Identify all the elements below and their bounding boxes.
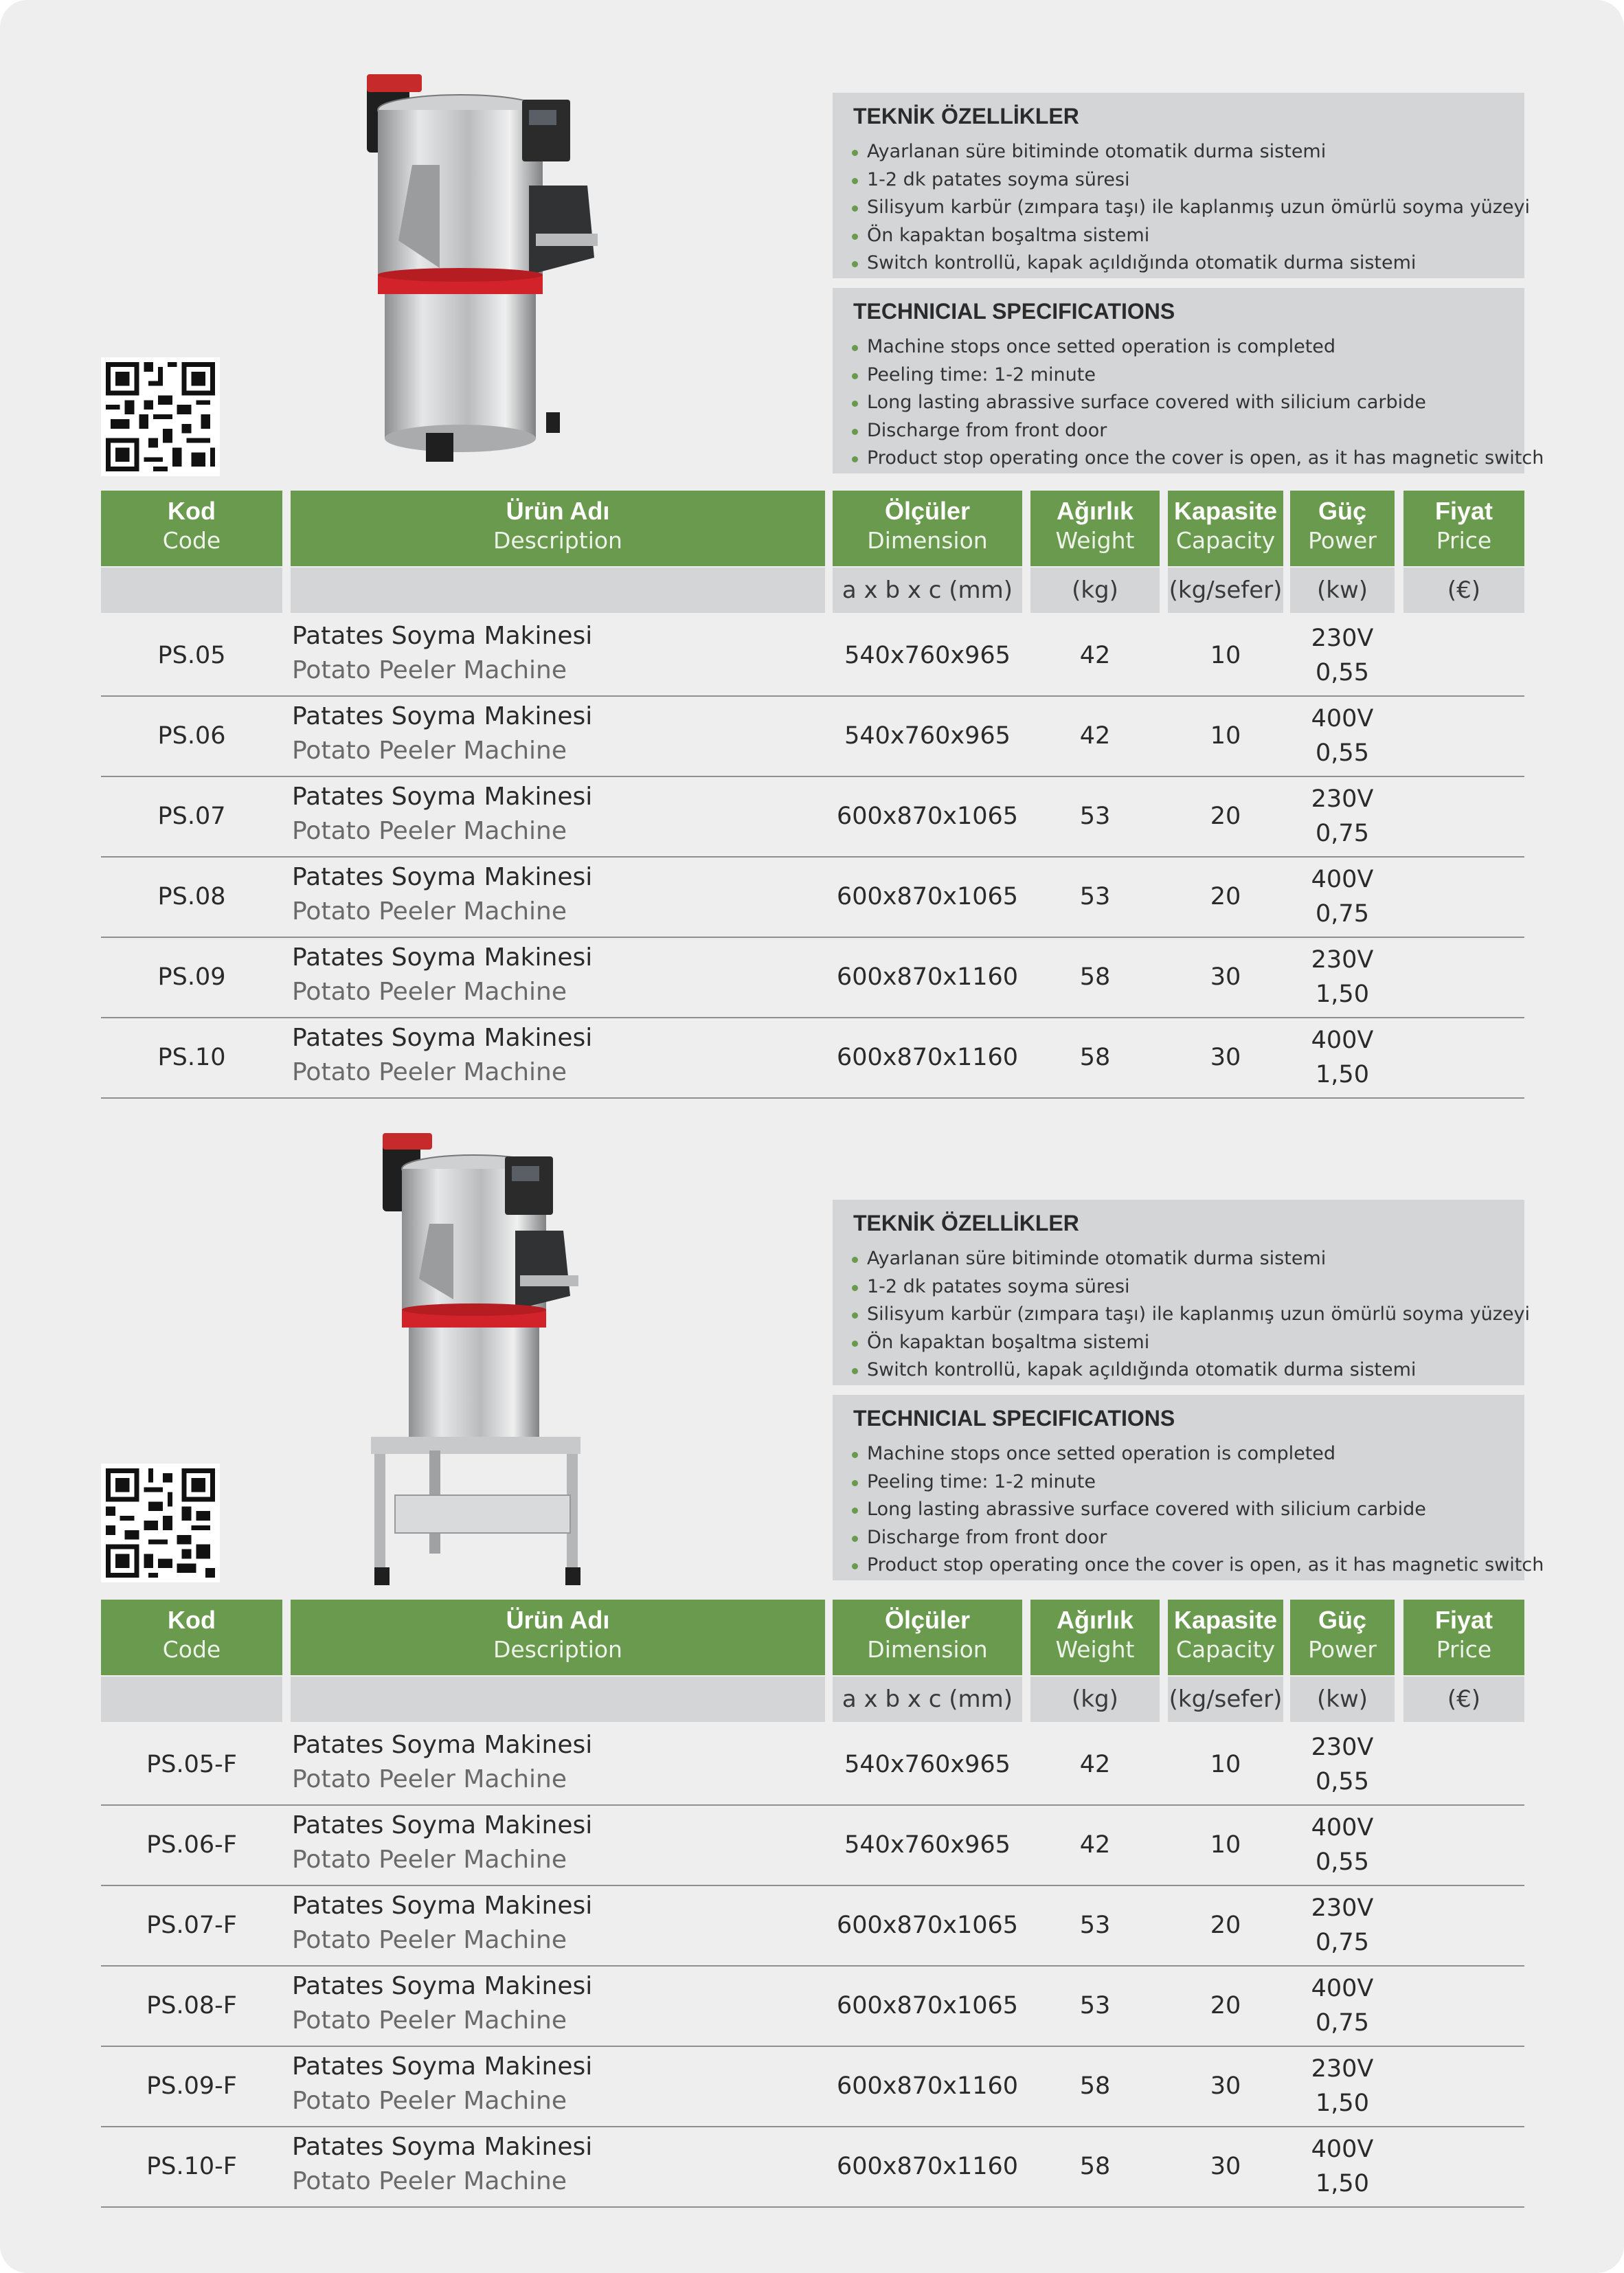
spec-item: Ayarlanan süre bitiminde otomatik durma sistemi: [852, 138, 1530, 166]
unit-cell-price: (€): [1403, 568, 1524, 613]
table-row: [101, 2127, 1524, 2208]
voltage-value: 230V: [1311, 785, 1374, 813]
power-value: 1,50: [1316, 981, 1369, 1008]
cell-code: PS.05-F: [146, 1751, 237, 1778]
description-en: Potato Peeler Machine: [292, 1846, 567, 1874]
col-header-price: Fiyat Price: [1403, 1600, 1524, 1675]
cell-code: PS.09-F: [146, 2072, 237, 2100]
description-en: Potato Peeler Machine: [292, 1926, 567, 1954]
cell-dimension: 600x870x1160: [836, 2153, 1019, 2180]
description-en: Potato Peeler Machine: [292, 1765, 567, 1793]
cell-description: [292, 776, 826, 856]
spec-item: 1-2 dk patates soyma süresi: [852, 166, 1530, 194]
cell-description: [292, 857, 826, 937]
description-tr: Patates Soyma Makinesi: [292, 1024, 593, 1052]
cell-description: [292, 2046, 826, 2126]
cell-weight: 42: [1079, 1831, 1111, 1859]
voltage-value: 400V: [1311, 866, 1374, 893]
voltage-value: 400V: [1311, 705, 1374, 732]
unit-cell-capacity: (kg/sefer): [1168, 1677, 1283, 1722]
cell-dimension: 600x870x1160: [836, 2072, 1019, 2100]
col-header-weight: Ağırlık Weight: [1030, 491, 1160, 566]
cell-dimension: 600x870x1160: [836, 1044, 1019, 1071]
spec-item: Product stop operating once the cover is open, as it has magnetic switch: [852, 445, 1544, 473]
cell-power: [1290, 1018, 1395, 1097]
cell-price: [1403, 696, 1524, 776]
cell-code: PS.06: [157, 722, 226, 750]
cell-price: [1403, 776, 1524, 856]
qr-code[interactable]: [101, 1464, 220, 1582]
table-row: [101, 1885, 1524, 1967]
cell-capacity: 30: [1210, 963, 1241, 991]
description-en: Potato Peeler Machine: [292, 1058, 567, 1086]
spec-title: TECHNICIAL SPECIFICATIONS: [853, 299, 1175, 324]
col-header-description: Ürün Adı Description: [291, 1600, 825, 1675]
cell-power: [1290, 937, 1395, 1017]
power-value: 0,75: [1316, 2009, 1369, 2037]
cell-power: [1290, 776, 1395, 856]
unit-cell-dimension: a x b x c (mm): [833, 1677, 1022, 1722]
cell-power: [1290, 2046, 1395, 2126]
spec-item: 1-2 dk patates soyma süresi: [852, 1273, 1530, 1301]
cell-weight: 58: [1079, 963, 1111, 991]
voltage-value: 400V: [1311, 1975, 1374, 2002]
cell-capacity: 30: [1210, 1044, 1241, 1071]
spec-list: [852, 138, 1530, 278]
power-value: 0,75: [1316, 900, 1369, 928]
cell-dimension: 540x760x965: [844, 1831, 1011, 1859]
spec-box-tr: [833, 93, 1530, 278]
table-row: [101, 616, 1524, 697]
cell-price: [1403, 2127, 1524, 2206]
description-tr: Patates Soyma Makinesi: [292, 863, 593, 891]
spec-title: TECHNICIAL SPECIFICATIONS: [853, 1406, 1175, 1431]
description-en: Potato Peeler Machine: [292, 978, 567, 1006]
table-row: [101, 937, 1524, 1018]
table-row: [101, 2046, 1524, 2127]
cell-capacity: 20: [1210, 883, 1241, 910]
cell-capacity: 20: [1210, 1992, 1241, 2019]
cell-weight: 42: [1079, 642, 1111, 669]
cell-dimension: 540x760x965: [844, 642, 1011, 669]
cell-price: [1403, 616, 1524, 695]
cell-price: [1403, 1018, 1524, 1097]
cell-weight: 42: [1079, 1751, 1111, 1778]
cell-description: [292, 1725, 826, 1804]
cell-capacity: 10: [1210, 722, 1241, 750]
unit-cell-weight: (kg): [1030, 1677, 1160, 1722]
spec-item: Product stop operating once the cover is open, as it has magnetic switch: [852, 1552, 1544, 1580]
description-en: Potato Peeler Machine: [292, 2006, 567, 2035]
description-en: Potato Peeler Machine: [292, 2087, 567, 2115]
cell-code: PS.10: [157, 1044, 226, 1071]
spec-item: Switch kontrollü, kapak açıldığında otomatik durma sistemi: [852, 249, 1530, 278]
power-value: 1,50: [1316, 2090, 1369, 2117]
voltage-value: 230V: [1311, 625, 1374, 652]
power-value: 0,55: [1316, 739, 1369, 767]
cell-power: [1290, 2127, 1395, 2206]
unit-cell-capacity: (kg/sefer): [1168, 568, 1283, 613]
cell-weight: 53: [1079, 883, 1111, 910]
voltage-value: 230V: [1311, 1734, 1374, 1761]
spec-item: Machine stops once setted operation is completed: [852, 1440, 1544, 1468]
voltage-value: 230V: [1311, 2055, 1374, 2083]
unit-cell-code: [101, 1677, 282, 1722]
cell-code: PS.07: [157, 803, 226, 830]
cell-dimension: 540x760x965: [844, 722, 1011, 750]
cell-code: PS.09: [157, 963, 226, 991]
cell-description: [292, 616, 826, 695]
power-value: 0,75: [1316, 820, 1369, 847]
table-row: [101, 1966, 1524, 2047]
cell-dimension: 600x870x1065: [836, 883, 1019, 910]
table-row: [101, 776, 1524, 858]
spec-item: Machine stops once setted operation is completed: [852, 333, 1544, 361]
cell-power: [1290, 1805, 1395, 1885]
description-en: Potato Peeler Machine: [292, 817, 567, 845]
potato-peeler-stand-image: [368, 1128, 594, 1591]
cell-power: [1290, 1885, 1395, 1965]
description-tr: Patates Soyma Makinesi: [292, 622, 593, 650]
col-header-code: Kod Code: [101, 1600, 282, 1675]
spec-box-en: [833, 288, 1544, 473]
spec-list: [852, 333, 1544, 473]
voltage-value: 230V: [1311, 1894, 1374, 1922]
spec-item: Silisyum karbür (zımpara taşı) ile kaplanmış uzun ömürlü soyma yüzeyi: [852, 194, 1530, 222]
col-header-capacity: Kapasite Capacity: [1168, 1600, 1283, 1675]
description-tr: Patates Soyma Makinesi: [292, 1892, 593, 1920]
col-header-weight: Ağırlık Weight: [1030, 1600, 1160, 1675]
cell-weight: 58: [1079, 1044, 1111, 1071]
col-header-price: Fiyat Price: [1403, 491, 1524, 566]
spec-item: Discharge from front door: [852, 417, 1544, 445]
cell-description: [292, 1805, 826, 1885]
description-tr: Patates Soyma Makinesi: [292, 1731, 593, 1759]
spec-box-tr: [833, 1200, 1530, 1385]
cell-code: PS.06-F: [146, 1831, 237, 1859]
cell-code: PS.08: [157, 883, 226, 910]
table-row: [101, 1725, 1524, 1806]
description-en: Potato Peeler Machine: [292, 897, 567, 926]
cell-code: PS.07-F: [146, 1912, 237, 1939]
cell-code: PS.08-F: [146, 1992, 237, 2019]
spec-item: Silisyum karbür (zımpara taşı) ile kaplanmış uzun ömürlü soyma yüzeyi: [852, 1301, 1530, 1329]
unit-cell-code: [101, 568, 282, 613]
cell-power: [1290, 857, 1395, 937]
potato-peeler-image: [357, 69, 605, 474]
cell-price: [1403, 2046, 1524, 2126]
voltage-value: 400V: [1311, 1027, 1374, 1054]
power-value: 0,55: [1316, 1768, 1369, 1795]
voltage-value: 230V: [1311, 946, 1374, 974]
description-tr: Patates Soyma Makinesi: [292, 1811, 593, 1839]
unit-cell-power: (kw): [1290, 568, 1395, 613]
voltage-value: 400V: [1311, 1814, 1374, 1841]
power-value: 0,55: [1316, 659, 1369, 686]
cell-power: [1290, 1966, 1395, 2046]
unit-cell-price: (€): [1403, 1677, 1524, 1722]
cell-capacity: 10: [1210, 642, 1241, 669]
unit-cell-description: [291, 568, 825, 613]
col-header-power: Güç Power: [1290, 491, 1395, 566]
col-header-code: Kod Code: [101, 491, 282, 566]
cell-code: PS.05: [157, 642, 226, 669]
cell-capacity: 30: [1210, 2153, 1241, 2180]
cell-dimension: 600x870x1065: [836, 803, 1019, 830]
spec-item: Ön kapaktan boşaltma sistemi: [852, 222, 1530, 250]
table-row: [101, 696, 1524, 777]
cell-price: [1403, 1725, 1524, 1804]
cell-power: [1290, 696, 1395, 776]
spec-item: Discharge from front door: [852, 1524, 1544, 1552]
description-tr: Patates Soyma Makinesi: [292, 2133, 593, 2161]
cell-capacity: 10: [1210, 1831, 1241, 1859]
spec-list: [852, 1440, 1544, 1580]
spec-list: [852, 1245, 1530, 1385]
col-header-description: Ürün Adı Description: [291, 491, 825, 566]
cell-description: [292, 1966, 826, 2046]
power-value: 1,50: [1316, 2170, 1369, 2197]
cell-price: [1403, 1805, 1524, 1885]
cell-weight: 53: [1079, 1992, 1111, 2019]
cell-dimension: 600x870x1065: [836, 1992, 1019, 2019]
cell-price: [1403, 1885, 1524, 1965]
cell-price: [1403, 937, 1524, 1017]
cell-weight: 53: [1079, 1912, 1111, 1939]
spec-item: Ayarlanan süre bitiminde otomatik durma sistemi: [852, 1245, 1530, 1273]
cell-dimension: 540x760x965: [844, 1751, 1011, 1778]
description-en: Potato Peeler Machine: [292, 656, 567, 684]
cell-dimension: 600x870x1160: [836, 963, 1019, 991]
cell-weight: 58: [1079, 2153, 1111, 2180]
power-value: 0,75: [1316, 1929, 1369, 1956]
description-en: Potato Peeler Machine: [292, 2167, 567, 2195]
spec-title: TEKNİK ÖZELLİKLER: [853, 104, 1079, 128]
spec-item: Peeling time: 1-2 minute: [852, 361, 1544, 390]
cell-price: [1403, 1966, 1524, 2046]
spec-title: TEKNİK ÖZELLİKLER: [853, 1211, 1079, 1235]
cell-description: [292, 2127, 826, 2206]
cell-description: [292, 696, 826, 776]
col-header-power: Güç Power: [1290, 1600, 1395, 1675]
power-value: 1,50: [1316, 1061, 1369, 1088]
unit-cell-power: (kw): [1290, 1677, 1395, 1722]
cell-description: [292, 1018, 826, 1097]
cell-capacity: 20: [1210, 803, 1241, 830]
cell-price: [1403, 857, 1524, 937]
cell-description: [292, 1885, 826, 1965]
cell-power: [1290, 616, 1395, 695]
spec-item: Long lasting abrassive surface covered with silicium carbide: [852, 389, 1544, 417]
description-tr: Patates Soyma Makinesi: [292, 943, 593, 972]
unit-cell-weight: (kg): [1030, 568, 1160, 613]
table-row: [101, 1805, 1524, 1886]
spec-box-en: [833, 1395, 1544, 1580]
spec-item: Long lasting abrassive surface covered with silicium carbide: [852, 1496, 1544, 1524]
col-header-dimension: Ölçüler Dimension: [833, 1600, 1022, 1675]
cell-weight: 53: [1079, 803, 1111, 830]
unit-cell-dimension: a x b x c (mm): [833, 568, 1022, 613]
cell-dimension: 600x870x1065: [836, 1912, 1019, 1939]
voltage-value: 400V: [1311, 2136, 1374, 2163]
col-header-dimension: Ölçüler Dimension: [833, 491, 1022, 566]
cell-weight: 58: [1079, 2072, 1111, 2100]
cell-code: PS.10-F: [146, 2153, 237, 2180]
description-en: Potato Peeler Machine: [292, 737, 567, 765]
col-header-capacity: Kapasite Capacity: [1168, 491, 1283, 566]
spec-item: Peeling time: 1-2 minute: [852, 1468, 1544, 1497]
cell-capacity: 20: [1210, 1912, 1241, 1939]
cell-power: [1290, 1725, 1395, 1804]
qr-code[interactable]: [101, 357, 220, 476]
description-tr: Patates Soyma Makinesi: [292, 1972, 593, 2000]
power-value: 0,55: [1316, 1848, 1369, 1876]
table-row: [101, 1018, 1524, 1099]
cell-capacity: 10: [1210, 1751, 1241, 1778]
spec-item: Ön kapaktan boşaltma sistemi: [852, 1329, 1530, 1357]
table-row: [101, 857, 1524, 938]
spec-item: Switch kontrollü, kapak açıldığında otomatik durma sistemi: [852, 1356, 1530, 1385]
description-tr: Patates Soyma Makinesi: [292, 2052, 593, 2081]
cell-description: [292, 937, 826, 1017]
cell-capacity: 30: [1210, 2072, 1241, 2100]
unit-cell-description: [291, 1677, 825, 1722]
cell-weight: 42: [1079, 722, 1111, 750]
description-tr: Patates Soyma Makinesi: [292, 783, 593, 811]
description-tr: Patates Soyma Makinesi: [292, 702, 593, 730]
